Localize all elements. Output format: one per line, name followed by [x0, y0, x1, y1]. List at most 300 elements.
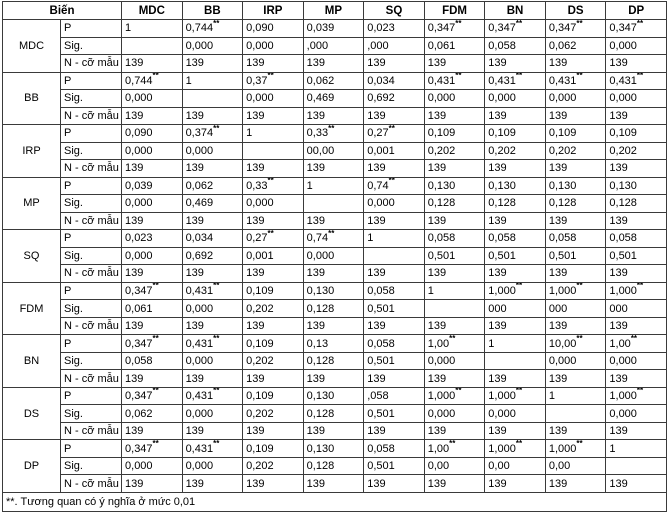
cell: 139 — [606, 370, 667, 388]
column-header-bn: BN — [485, 2, 546, 20]
table-row — [3, 20, 667, 38]
cell: 0,000 — [606, 37, 667, 55]
cell: 0,501 — [364, 457, 425, 475]
stat-label: Sig. — [61, 37, 122, 55]
cell: 0,058 — [485, 37, 546, 55]
cell: 0,347** — [122, 282, 183, 300]
cell: 0,128 — [545, 195, 606, 213]
significance-asterisks: ** — [388, 124, 395, 133]
table-footnote: **. Tương quan có ý nghĩa ở mức 0,01 — [3, 493, 667, 512]
header-row — [3, 2, 667, 20]
cell: 0,000 — [243, 195, 304, 213]
cell: 0,034 — [364, 72, 425, 90]
stat-label: Sig. — [61, 142, 122, 160]
cell: 1,000** — [545, 440, 606, 458]
cell: 1 — [182, 72, 243, 90]
cell: 0,023 — [364, 20, 425, 38]
cell: 0,034 — [182, 230, 243, 248]
cell: ,000 — [364, 37, 425, 55]
cell — [545, 405, 606, 423]
cell: 0,202 — [545, 142, 606, 160]
cell: 0,000 — [182, 300, 243, 318]
cell: 0,27** — [243, 230, 304, 248]
cell: 0,347** — [122, 440, 183, 458]
cell: 0,058 — [545, 230, 606, 248]
cell: 0,374** — [182, 125, 243, 143]
cell: 0,347** — [424, 20, 485, 38]
row-variable-fdm: FDM — [3, 282, 61, 335]
cell: 139 — [122, 317, 183, 335]
cell: 139 — [545, 422, 606, 440]
cell: 139 — [364, 265, 425, 283]
cell: 0,128 — [303, 405, 364, 423]
cell: 0,501 — [364, 300, 425, 318]
cell: 0,347** — [485, 20, 546, 38]
significance-asterisks: ** — [388, 177, 395, 186]
cell: 139 — [122, 370, 183, 388]
cell: 139 — [303, 422, 364, 440]
table-row — [3, 457, 667, 475]
cell: 0,061 — [122, 300, 183, 318]
cell: 0,062 — [303, 72, 364, 90]
cell: 1,000** — [545, 282, 606, 300]
significance-asterisks: ** — [213, 19, 220, 28]
cell: 0,000 — [606, 405, 667, 423]
cell: 139 — [485, 212, 546, 230]
cell: 0,431** — [182, 387, 243, 405]
correlation-table — [2, 1, 667, 512]
cell: 1 — [303, 177, 364, 195]
cell: 0,061 — [424, 37, 485, 55]
cell: 139 — [606, 317, 667, 335]
cell: 139 — [545, 160, 606, 178]
cell: 1,000** — [485, 440, 546, 458]
cell: 0,00 — [485, 457, 546, 475]
cell: 0,202 — [424, 142, 485, 160]
cell: 0,501 — [485, 247, 546, 265]
cell — [424, 300, 485, 318]
cell: 139 — [182, 265, 243, 283]
cell: 139 — [303, 317, 364, 335]
significance-asterisks: ** — [636, 387, 644, 396]
cell: 0,431** — [182, 440, 243, 458]
cell: 139 — [303, 160, 364, 178]
cell: 1,00** — [424, 440, 485, 458]
cell: 0,090 — [243, 20, 304, 38]
cell — [243, 142, 304, 160]
significance-asterisks: ** — [213, 124, 220, 133]
cell: 0,128 — [303, 352, 364, 370]
cell: 0,000 — [364, 195, 425, 213]
cell: 139 — [424, 265, 485, 283]
significance-asterisks: ** — [636, 19, 644, 28]
table-row — [3, 422, 667, 440]
cell: 0,000 — [545, 352, 606, 370]
cell: 139 — [424, 55, 485, 73]
cell: 139 — [364, 422, 425, 440]
cell: 0,347** — [545, 20, 606, 38]
cell: 0,744** — [122, 72, 183, 90]
stat-label: Sig. — [61, 300, 122, 318]
cell: 0,501 — [424, 247, 485, 265]
cell: 0,130 — [303, 440, 364, 458]
cell: 139 — [364, 107, 425, 125]
cell: 0,000 — [424, 90, 485, 108]
significance-asterisks: ** — [515, 387, 523, 396]
table-row — [3, 125, 667, 143]
cell: 0,33** — [243, 177, 304, 195]
table-row — [3, 475, 667, 493]
significance-asterisks: ** — [576, 19, 583, 28]
cell: 0,202 — [243, 352, 304, 370]
stat-label: N - cỡ mẫu — [61, 370, 122, 388]
cell: 0,039 — [122, 177, 183, 195]
cell: 0,000 — [485, 90, 546, 108]
cell: 0,000 — [182, 142, 243, 160]
cell: 0,001 — [364, 142, 425, 160]
cell: 0,000 — [606, 352, 667, 370]
cell: 0,058 — [485, 230, 546, 248]
cell: 139 — [485, 265, 546, 283]
table-row — [3, 212, 667, 230]
cell: 0,109 — [243, 387, 304, 405]
cell: 0,062 — [545, 37, 606, 55]
stat-label: Sig. — [61, 405, 122, 423]
cell: 0,000 — [606, 90, 667, 108]
cell: 1,000** — [424, 387, 485, 405]
table-row — [3, 265, 667, 283]
table-row — [3, 247, 667, 265]
cell: 0,347** — [122, 335, 183, 353]
cell: 0,058 — [364, 282, 425, 300]
stat-label: N - cỡ mẫu — [61, 212, 122, 230]
cell: 139 — [122, 475, 183, 493]
column-header-fdm: FDM — [424, 2, 485, 20]
table-row — [3, 370, 667, 388]
cell: ,000 — [303, 37, 364, 55]
cell: 0,062 — [182, 177, 243, 195]
cell: 139 — [606, 422, 667, 440]
cell: 139 — [122, 160, 183, 178]
cell: 139 — [303, 475, 364, 493]
cell: 1,00** — [424, 335, 485, 353]
significance-asterisks: ** — [267, 72, 274, 81]
cell: 139 — [364, 370, 425, 388]
cell: 1 — [424, 282, 485, 300]
cell: 0,000 — [122, 90, 183, 108]
cell: 139 — [122, 107, 183, 125]
cell: 0,058 — [364, 440, 425, 458]
column-header-irp: IRP — [243, 2, 304, 20]
cell: 139 — [243, 370, 304, 388]
cell: 139 — [182, 370, 243, 388]
cell: 139 — [485, 422, 546, 440]
table-row — [3, 387, 667, 405]
cell: 139 — [243, 160, 304, 178]
table-footer — [3, 493, 667, 512]
cell: 139 — [424, 370, 485, 388]
stat-label: Sig. — [61, 352, 122, 370]
cell: 139 — [303, 55, 364, 73]
cell — [485, 352, 546, 370]
stat-label: N - cỡ mẫu — [61, 107, 122, 125]
cell: 0,692 — [182, 247, 243, 265]
cell: 139 — [424, 475, 485, 493]
cell: 139 — [364, 55, 425, 73]
cell: 139 — [122, 55, 183, 73]
table-row — [3, 230, 667, 248]
table-row — [3, 177, 667, 195]
cell: 0,109 — [243, 440, 304, 458]
significance-asterisks: ** — [636, 72, 644, 81]
cell: 139 — [122, 212, 183, 230]
cell: 139 — [424, 212, 485, 230]
row-variable-mdc: MDC — [3, 20, 61, 73]
cell: 0,130 — [424, 177, 485, 195]
cell: 139 — [303, 107, 364, 125]
cell: 139 — [606, 265, 667, 283]
cell: 0,000 — [122, 457, 183, 475]
cell: 1 — [606, 440, 667, 458]
cell: 0,202 — [243, 300, 304, 318]
significance-asterisks: ** — [152, 72, 159, 81]
row-variable-bn: BN — [3, 335, 61, 388]
column-header-bb: BB — [182, 2, 243, 20]
significance-asterisks: ** — [515, 282, 523, 291]
corner-header: Biến — [3, 2, 122, 20]
cell: 139 — [485, 475, 546, 493]
cell: 139 — [182, 317, 243, 335]
cell: 0,000 — [424, 352, 485, 370]
cell: 0,128 — [606, 195, 667, 213]
cell: 0,090 — [122, 125, 183, 143]
cell: 000 — [606, 300, 667, 318]
cell: 0,130 — [545, 177, 606, 195]
stat-label: Sig. — [61, 195, 122, 213]
cell: 0,000 — [424, 405, 485, 423]
cell: 139 — [243, 107, 304, 125]
cell: 1,000** — [606, 387, 667, 405]
cell: 139 — [485, 107, 546, 125]
cell: 0,000 — [182, 352, 243, 370]
cell: 139 — [606, 160, 667, 178]
significance-asterisks: ** — [576, 334, 583, 343]
cell: 0,000 — [545, 90, 606, 108]
cell: 0,000 — [303, 247, 364, 265]
cell: 0,13 — [303, 335, 364, 353]
table-row — [3, 282, 667, 300]
cell: 139 — [545, 317, 606, 335]
table-row — [3, 440, 667, 458]
cell: 0,000 — [122, 142, 183, 160]
cell: 0,058 — [364, 335, 425, 353]
cell: 0,431** — [545, 72, 606, 90]
cell: 0,109 — [243, 282, 304, 300]
significance-asterisks: ** — [152, 334, 159, 343]
row-variable-sq: SQ — [3, 230, 61, 283]
cell: 139 — [182, 212, 243, 230]
cell: 1,000** — [485, 387, 546, 405]
cell: 0,000 — [182, 457, 243, 475]
stat-label: P — [61, 282, 122, 300]
significance-asterisks: ** — [152, 439, 159, 448]
significance-asterisks: ** — [213, 387, 220, 396]
stat-label: Sig. — [61, 90, 122, 108]
cell: 0,130 — [485, 177, 546, 195]
cell: 0,33** — [303, 125, 364, 143]
cell: 0,058 — [606, 230, 667, 248]
cell: 0,128 — [485, 195, 546, 213]
cell: 1 — [485, 335, 546, 353]
cell: 0,27** — [364, 125, 425, 143]
cell: 139 — [122, 422, 183, 440]
cell: 0,058 — [424, 230, 485, 248]
cell: 0,431** — [485, 72, 546, 90]
cell: 0,023 — [122, 230, 183, 248]
cell: 139 — [182, 422, 243, 440]
cell: 0,000 — [182, 37, 243, 55]
column-header-dp: DP — [606, 2, 667, 20]
stat-label: P — [61, 20, 122, 38]
cell: 139 — [303, 370, 364, 388]
table-row — [3, 317, 667, 335]
cell: 139 — [364, 475, 425, 493]
cell: 139 — [243, 265, 304, 283]
cell: 139 — [606, 475, 667, 493]
cell: 139 — [485, 55, 546, 73]
significance-asterisks: ** — [576, 282, 583, 291]
stat-label: P — [61, 387, 122, 405]
table-row — [3, 37, 667, 55]
table-row — [3, 352, 667, 370]
cell: 1 — [545, 387, 606, 405]
row-variable-bb: BB — [3, 72, 61, 125]
significance-asterisks: ** — [267, 177, 274, 186]
stat-label: P — [61, 72, 122, 90]
stat-label: P — [61, 125, 122, 143]
cell — [122, 37, 183, 55]
cell: 139 — [545, 475, 606, 493]
cell: 139 — [243, 212, 304, 230]
significance-asterisks: ** — [515, 439, 523, 448]
row-variable-ds: DS — [3, 387, 61, 440]
cell: 0,062 — [122, 405, 183, 423]
cell: 139 — [243, 317, 304, 335]
cell: 139 — [545, 370, 606, 388]
cell: 0,00 — [545, 457, 606, 475]
cell: 1,00** — [606, 335, 667, 353]
significance-asterisks: ** — [152, 387, 159, 396]
row-variable-mp: MP — [3, 177, 61, 230]
row-variable-irp: IRP — [3, 125, 61, 178]
stat-label: N - cỡ mẫu — [61, 422, 122, 440]
significance-asterisks: ** — [449, 334, 456, 343]
cell: 0,469 — [182, 195, 243, 213]
cell: 0,692 — [364, 90, 425, 108]
significance-asterisks: ** — [267, 229, 274, 238]
significance-asterisks: ** — [576, 72, 583, 81]
cell: 0,109 — [424, 125, 485, 143]
cell — [182, 90, 243, 108]
cell: 0,347** — [122, 387, 183, 405]
cell: 1 — [243, 125, 304, 143]
cell: 0,74** — [364, 177, 425, 195]
table-row — [3, 335, 667, 353]
cell: 139 — [545, 55, 606, 73]
stat-label: P — [61, 230, 122, 248]
significance-asterisks: ** — [328, 229, 335, 238]
stat-label: P — [61, 177, 122, 195]
cell: 0,128 — [424, 195, 485, 213]
cell: 0,000 — [122, 195, 183, 213]
cell: 139 — [545, 265, 606, 283]
footnote-row — [3, 493, 667, 512]
stat-label: Sig. — [61, 247, 122, 265]
cell: 139 — [485, 317, 546, 335]
table-row — [3, 405, 667, 423]
cell: 000 — [485, 300, 546, 318]
cell: 0,039 — [303, 20, 364, 38]
cell: 139 — [303, 212, 364, 230]
cell: 0,501 — [606, 247, 667, 265]
table-row — [3, 195, 667, 213]
significance-asterisks: ** — [630, 334, 638, 343]
table-row — [3, 107, 667, 125]
cell: 0,001 — [243, 247, 304, 265]
cell: 139 — [606, 55, 667, 73]
cell: 1,000** — [606, 282, 667, 300]
cell: 139 — [545, 212, 606, 230]
stat-label: P — [61, 335, 122, 353]
significance-asterisks: ** — [455, 72, 462, 81]
row-variable-dp: DP — [3, 440, 61, 493]
stat-label: Sig. — [61, 457, 122, 475]
cell: 0,202 — [243, 457, 304, 475]
cell: 139 — [243, 55, 304, 73]
cell: 0,109 — [606, 125, 667, 143]
cell: 139 — [122, 265, 183, 283]
cell: 0,109 — [545, 125, 606, 143]
cell: 0,00 — [424, 457, 485, 475]
cell: 0,130 — [303, 282, 364, 300]
cell: 10,00** — [545, 335, 606, 353]
cell: 0,058 — [122, 352, 183, 370]
cell: 0,501 — [364, 352, 425, 370]
column-header-ds: DS — [545, 2, 606, 20]
cell: 139 — [424, 160, 485, 178]
cell: 139 — [364, 317, 425, 335]
cell: 0,202 — [243, 405, 304, 423]
cell: 0,347** — [606, 20, 667, 38]
cell: 0,431** — [424, 72, 485, 90]
significance-asterisks: ** — [515, 72, 523, 81]
cell: 0,128 — [303, 300, 364, 318]
cell: 139 — [424, 422, 485, 440]
table-row — [3, 160, 667, 178]
cell: 0,000 — [243, 90, 304, 108]
cell: 139 — [606, 107, 667, 125]
cell: 0,74** — [303, 230, 364, 248]
cell: 139 — [485, 370, 546, 388]
cell: 0,744** — [182, 20, 243, 38]
cell: 139 — [424, 107, 485, 125]
cell: 1,000** — [485, 282, 546, 300]
cell: 139 — [182, 475, 243, 493]
stat-label: N - cỡ mẫu — [61, 160, 122, 178]
stat-label: N - cỡ mẫu — [61, 317, 122, 335]
significance-asterisks: ** — [213, 334, 220, 343]
cell: 1 — [364, 230, 425, 248]
